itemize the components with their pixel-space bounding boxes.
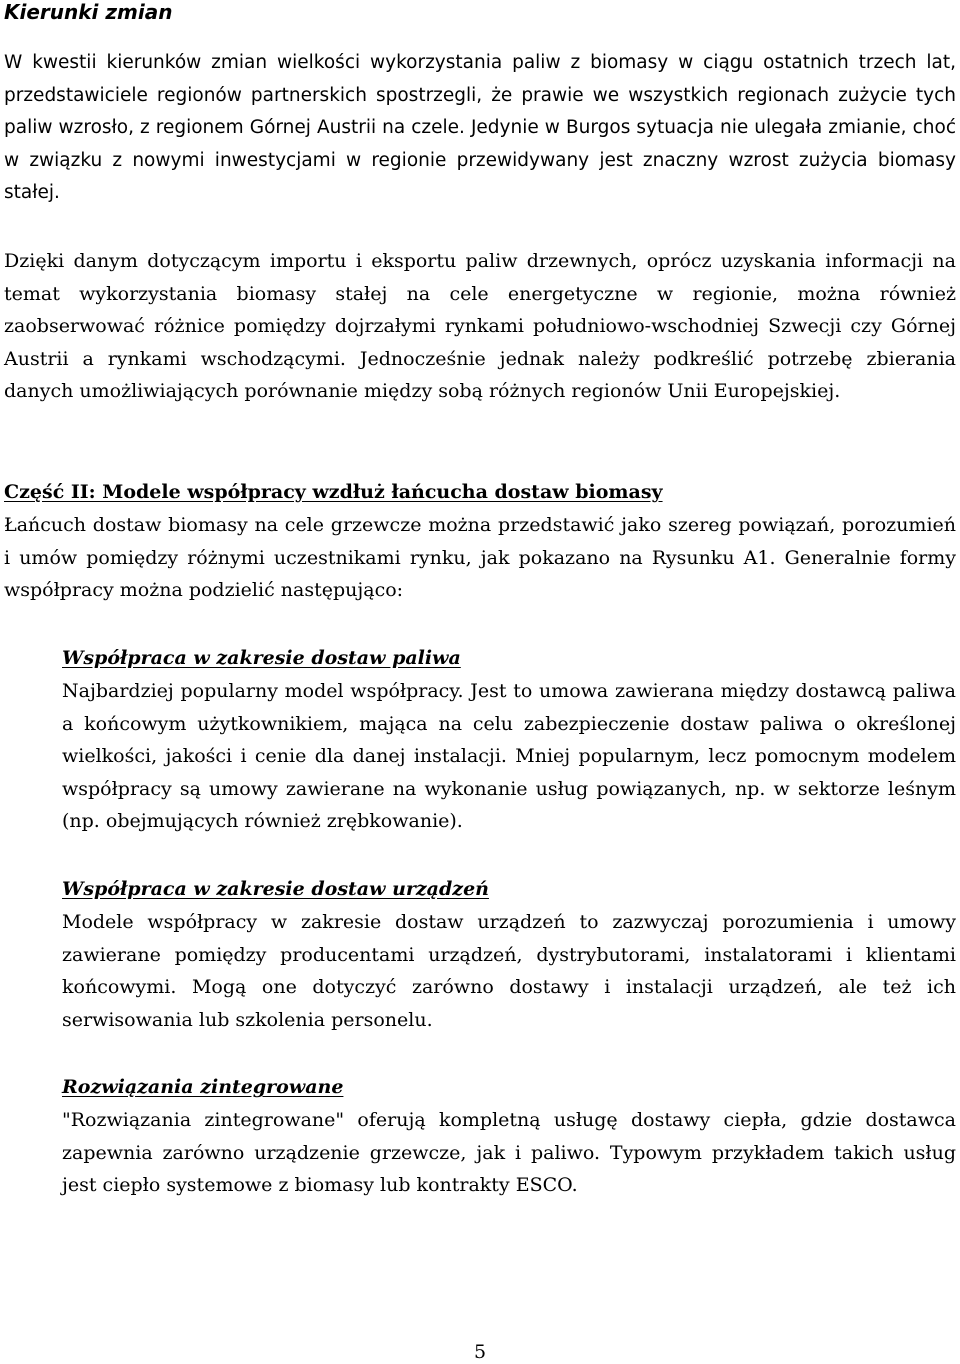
subheading-equipment-supply: Współpraca w zakresie dostaw urządzeń xyxy=(62,878,489,900)
paragraph-supply-chain-intro: Łańcuch dostaw biomasy na cele grzewcze można przedstawić jako szereg powiązań, porozumień i umów pomiędzy różnymi uczestnikami rynku, jak pokazano na Rysunku A1. Generalnie formy współpracy można podzielić następująco: xyxy=(4,514,956,602)
paragraph-import-export: Dzięki danym dotyczącym importu i eksportu paliw drzewnych, oprócz uzyskania informacji na temat wykorzystania biomasy stałej na cele energetyczne w regionie, można również zaobserwować różnice pomiędzy dojrzałymi rynkami południowo-wschodniej Szwecji czy Górnej Austrii a rynkami wschodzącymi. Jednocześnie jednak należy podkreślić potrzebę zbierania danych umożliwiających porównanie między sobą różnych regionów Unii Europejskiej. xyxy=(4,250,956,403)
paragraph-equipment-supply: Modele współpracy w zakresie dostaw urządzeń to zazwyczaj porozumienia i umowy zawierane pomiędzy producentami urządzeń, dystrybutorami, instalatorami i klientami końcowymi. Mogą one dotyczyć zarówno dostawy i instalacji urządzeń, ale też ich serwisowania lub szkolenia personelu. xyxy=(62,911,956,1031)
section-heading-kierunki-zmian: Kierunki zmian xyxy=(4,0,173,24)
page-number: 5 xyxy=(473,1341,487,1363)
section-title-part-two: Część II: Modele współpracy wzdłuż łańcucha dostaw biomasy xyxy=(4,481,663,503)
paragraph-integrated-solutions: "Rozwiązania zintegrowane" oferują kompletną usługę dostawy ciepła, gdzie dostawca zapewnia zarówno urządzenie grzewcze, jak i paliwo. Typowym przykładem takich usług jest ciepło systemowe z biomasy lub kontrakty ESCO. xyxy=(62,1109,956,1197)
subheading-fuel-supply: Współpraca w zakresie dostaw paliwa xyxy=(62,647,461,669)
paragraph-trends: W kwestii kierunków zmian wielkości wykorzystania paliw z biomasy w ciągu ostatnich trzech lat, przedstawiciele regionów partnerskich spostrzegli, że prawie we wszystkich regionach zużycie tych paliw wzrosło, z regionem Górnej Austrii na czele. Jedynie w Burgos sytuacja nie ulegała zmianie, choć w związku z nowymi inwestycjami w regionie przewidywany jest znaczny wzrost zużycia biomasy stałej. xyxy=(4,52,956,204)
paragraph-fuel-supply: Najbardziej popularny model współpracy. Jest to umowa zawierana między dostawcą paliwa a końcowym użytkownikiem, mająca na celu zabezpieczenie dostaw paliwa o określonej wielkości, jakości i cenie dla danej instalacji. Mniej popularnym, lecz pomocnym modelem współpracy są umowy zawierane na wykonanie usług powiązanych, np. w sektorze leśnym (np. obejmujących również zrębkowanie). xyxy=(62,680,956,833)
subheading-integrated-solutions: Rozwiązania zintegrowane xyxy=(62,1076,344,1098)
